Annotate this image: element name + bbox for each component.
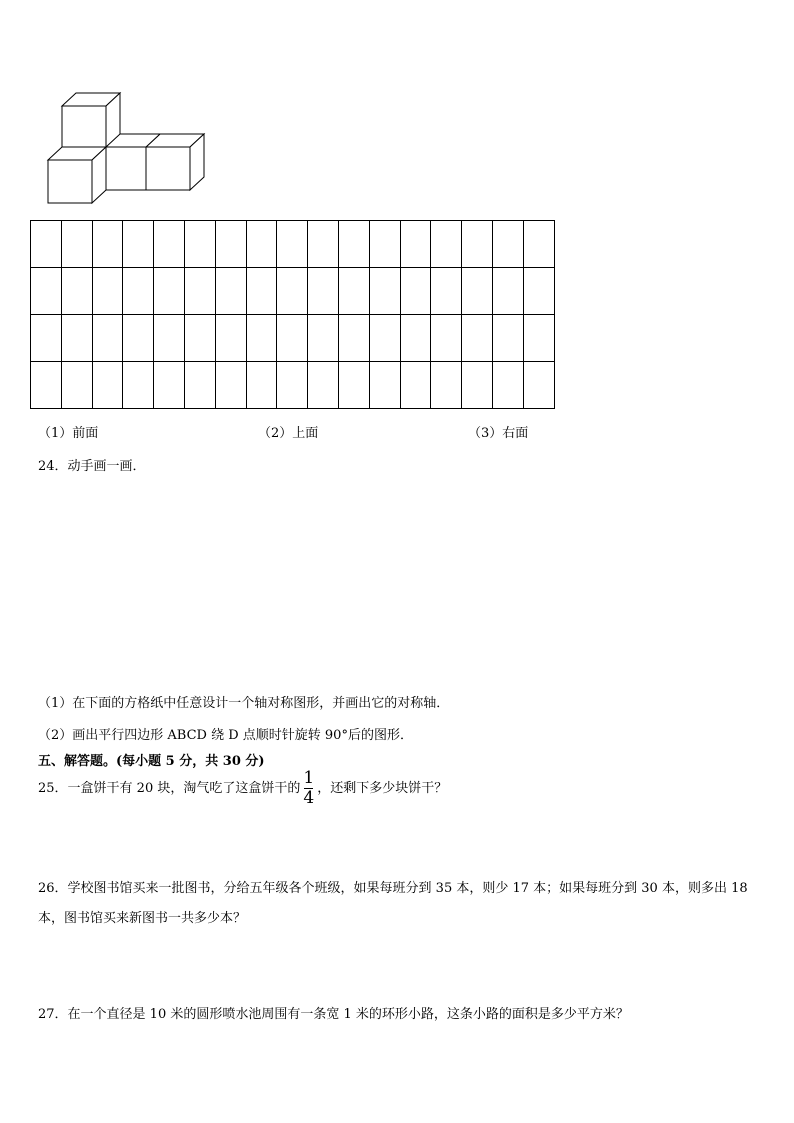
grid-cell[interactable] [184,268,215,315]
grid-cell[interactable] [123,315,154,362]
grid-cell[interactable] [92,221,123,268]
grid-cell[interactable] [277,362,308,409]
grid-cell[interactable] [523,221,554,268]
grid-row [31,221,555,268]
grid-cell[interactable] [492,221,523,268]
grid-cell[interactable] [308,362,339,409]
grid-cell[interactable] [246,362,277,409]
grid-cell[interactable] [123,362,154,409]
grid-cell[interactable] [431,221,462,268]
grid-cell[interactable] [338,362,369,409]
q25-text-before: 25．一盒饼干有 20 块，淘气吃了这盒饼干的 [38,781,301,796]
view-label-front: （1）前面 [38,426,99,441]
grid-cell[interactable] [123,268,154,315]
grid-cell[interactable] [92,362,123,409]
grid-cell[interactable] [431,315,462,362]
grid-cell[interactable] [462,315,493,362]
q27: 27．在一个直径是 10 米的圆形喷水池周围有一条宽 1 米的环形小路，这条小路的面积是多少平方米？ [38,1007,629,1022]
grid-cell[interactable] [400,268,431,315]
grid-cell[interactable] [369,362,400,409]
grid-cell[interactable] [184,362,215,409]
q24-title: 24．动手画一画． [38,459,146,474]
grid-cell[interactable] [246,221,277,268]
grid-cell[interactable] [154,362,185,409]
grid-cell[interactable] [31,268,62,315]
grid-cell[interactable] [338,268,369,315]
section5-title: 五、解答题。(每小题 5 分，共 30 分) [38,754,265,769]
cube-figure [40,88,210,208]
q25-text-after: ，还剩下多少块饼干？ [317,781,448,796]
q25-fraction-numerator: 1 [303,768,315,788]
grid-cell[interactable] [431,268,462,315]
q25-fraction [302,770,315,807]
grid-cell[interactable] [338,221,369,268]
grid-cell[interactable] [123,221,154,268]
grid-cell[interactable] [462,362,493,409]
grid-row [31,315,555,362]
view-label-top: （2）上面 [258,426,319,441]
grid-cell[interactable] [92,315,123,362]
view-label-right: （3）右面 [468,426,529,441]
grid-cell[interactable] [154,268,185,315]
grid-cell[interactable] [400,221,431,268]
grid-cell[interactable] [431,362,462,409]
cube-top [62,93,120,149]
grid-cell[interactable] [31,221,62,268]
grid-cell[interactable] [369,315,400,362]
grid-cell[interactable] [400,362,431,409]
cube-front [48,147,106,203]
grid-cell[interactable] [523,315,554,362]
grid-cell[interactable] [184,315,215,362]
grid-cell[interactable] [308,315,339,362]
grid-cell[interactable] [61,268,92,315]
answer-grid[interactable] [30,220,555,409]
grid-cell[interactable] [92,268,123,315]
grid-cell[interactable] [308,221,339,268]
grid-cell[interactable] [154,315,185,362]
cube-right-2 [146,134,204,190]
grid-cell[interactable] [246,268,277,315]
grid-cell[interactable] [215,221,246,268]
q24-part1: （1）在下面的方格纸中任意设计一个轴对称图形，并画出它的对称轴． [38,696,450,711]
grid-cell[interactable] [523,362,554,409]
q24-part2: （2）画出平行四边形 ABCD 绕 D 点顺时针旋转 90°后的图形． [38,728,413,743]
grid-cell[interactable] [215,362,246,409]
q25 [38,770,447,807]
grid-cell[interactable] [277,315,308,362]
grid-cell[interactable] [523,268,554,315]
grid-cell[interactable] [215,315,246,362]
grid-cell[interactable] [215,268,246,315]
grid-cell[interactable] [462,221,493,268]
grid-cell[interactable] [61,362,92,409]
grid-cell[interactable] [369,221,400,268]
grid-row [31,268,555,315]
grid-row [31,362,555,409]
grid-cell[interactable] [492,268,523,315]
grid-cell[interactable] [492,315,523,362]
grid-cell[interactable] [61,315,92,362]
grid-cell[interactable] [338,315,369,362]
grid-cell[interactable] [61,221,92,268]
grid-cell[interactable] [184,221,215,268]
grid-cell[interactable] [462,268,493,315]
q25-fraction-denominator: 4 [303,788,315,808]
grid-cell[interactable] [400,315,431,362]
grid-cell[interactable] [31,315,62,362]
grid-cell[interactable] [277,268,308,315]
grid-cell[interactable] [154,221,185,268]
q26: 26．学校图书馆买来一批图书，分给五年级各个班级，如果每班分到 35 本，则少 17 本；如果每班分到 30 本，则多出 18 本，图书馆买来新图书一共多少本？ [38,881,748,926]
grid-cell[interactable] [308,268,339,315]
grid-cell[interactable] [31,362,62,409]
grid-cell[interactable] [277,221,308,268]
grid-cell[interactable] [246,315,277,362]
grid-cell[interactable] [492,362,523,409]
grid-cell[interactable] [369,268,400,315]
